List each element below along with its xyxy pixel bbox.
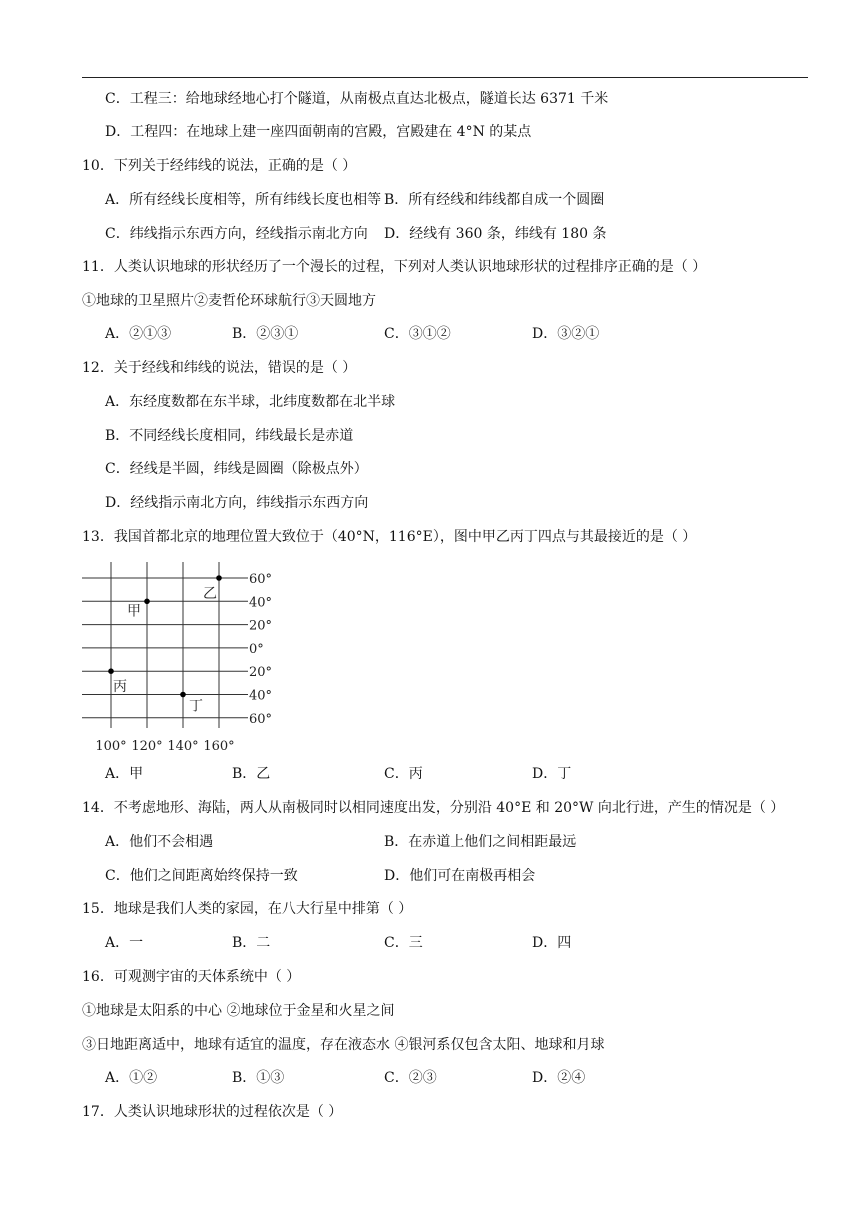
q17-stem: 17．人类认识地球形状的过程依次是（ ） (82, 1104, 343, 1120)
q11-stem: 11．人类认识地球的形状经历了一个漫长的过程，下列对人类认识地球形状的过程排序正确的是（ ） (82, 259, 707, 275)
q11-option-a: A．②①③ (105, 326, 172, 342)
q15-option-c: C．三 (384, 935, 423, 951)
q12-option-b: B．不同经线长度相同，纬线最长是赤道 (105, 428, 354, 444)
q16-sub-2: ③日地距离适中，地球有适宜的温度，存在液态水 ④银河系仅包含太阳、地球和月球 (82, 1037, 605, 1053)
latitude-label: 40° (249, 688, 273, 704)
q11-sub: ①地球的卫星照片②麦哲伦环球航行③天圆地方 (82, 293, 376, 309)
lat-lon-grid-figure (80, 562, 280, 756)
q16-option-b: B．①③ (232, 1070, 285, 1086)
longitude-label: 120° (131, 739, 163, 754)
q9-option-c: C．工程三：给地球经地心打个隧道，从南极点直达北极点，隧道长达 6371 千米 (105, 91, 609, 107)
latitude-label: 20° (249, 618, 273, 634)
longitude-label: 160° (203, 739, 235, 754)
point-marker (108, 668, 114, 674)
q13-stem: 13．我国首都北京的地理位置大致位于（40°N，116°E），图中甲乙丙丁四点与其最接近的是（ ） (82, 529, 697, 545)
latitude-label: 60° (249, 572, 273, 587)
q13-option-d: D．丁 (532, 766, 572, 782)
q12-option-c: C．经线是半圆，纬线是圆圈（除极点外） (105, 461, 368, 477)
q11-option-c: C．③①② (384, 326, 451, 342)
q14-option-a: A．他们不会相遇 (105, 834, 214, 850)
q16-stem: 16．可观测宇宙的天体系统中（ ） (82, 969, 301, 985)
q15-option-a: A．一 (105, 935, 144, 951)
latitude-label: 20° (249, 665, 273, 681)
point-label: 丁 (189, 698, 203, 715)
point-label: 乙 (203, 586, 217, 602)
q15-option-d: D．四 (532, 935, 572, 951)
q14-stem: 14．不考虑地形、海陆，两人从南极同时以相同速度出发，分别沿 40°E 和 20°W 向北行进，产生的情况是（ ） (82, 800, 785, 816)
q14-option-b: B．在赤道上他们之间相距最远 (384, 834, 577, 850)
longitude-label: 100° (95, 739, 127, 754)
q16-sub-1: ①地球是太阳系的中心 ②地球位于金星和火星之间 (82, 1003, 395, 1019)
point-label: 甲 (127, 603, 141, 620)
q9-option-d: D．工程四：在地球上建一座四面朝南的宫殿，宫殿建在 4°N 的某点 (105, 124, 532, 140)
q10-stem: 10．下列关于经纬线的说法，正确的是（ ） (82, 158, 357, 174)
q10-option-b: B．所有经线和纬线都自成一个圆圈 (384, 192, 605, 208)
q10-option-a: A．所有经线长度相等，所有纬线长度也相等 (105, 192, 382, 208)
point-label: 丙 (113, 679, 127, 696)
latitude-label: 60° (249, 711, 273, 727)
q13-option-a: A．甲 (105, 766, 144, 782)
q13-option-c: C．丙 (384, 766, 423, 782)
q14-option-d: D．他们可在南极再相会 (384, 868, 536, 884)
q10-option-d: D．经线有 360 条，纬线有 180 条 (384, 226, 607, 242)
header-rule (82, 77, 808, 78)
q13-option-b: B．乙 (232, 766, 271, 782)
q11-option-b: B．②③① (232, 326, 299, 342)
q10-option-c: C．纬线指示东西方向，经线指示南北方向 (105, 226, 368, 242)
point-marker (216, 575, 222, 581)
q15-option-b: B．二 (232, 935, 271, 951)
latitude-label: 0° (249, 641, 264, 657)
q14-option-c: C．他们之间距离始终保持一致 (105, 868, 298, 884)
point-marker (144, 599, 150, 605)
q12-stem: 12．关于经线和纬线的说法，错误的是（ ） (82, 360, 357, 376)
latitude-label: 40° (249, 595, 273, 611)
q16-option-a: A．①② (105, 1070, 158, 1086)
q16-option-d: D．②④ (532, 1070, 586, 1086)
q11-option-d: D．③②① (532, 326, 600, 342)
q12-option-a: A．东经度数都在东半球，北纬度数都在北半球 (105, 394, 396, 410)
q16-option-c: C．②③ (384, 1070, 437, 1086)
point-marker (180, 692, 186, 698)
q12-option-d: D．经线指示南北方向，纬线指示东西方向 (105, 495, 369, 511)
q15-stem: 15．地球是我们人类的家园，在八大行星中排第（ ） (82, 901, 413, 917)
longitude-label: 140° (167, 739, 199, 754)
